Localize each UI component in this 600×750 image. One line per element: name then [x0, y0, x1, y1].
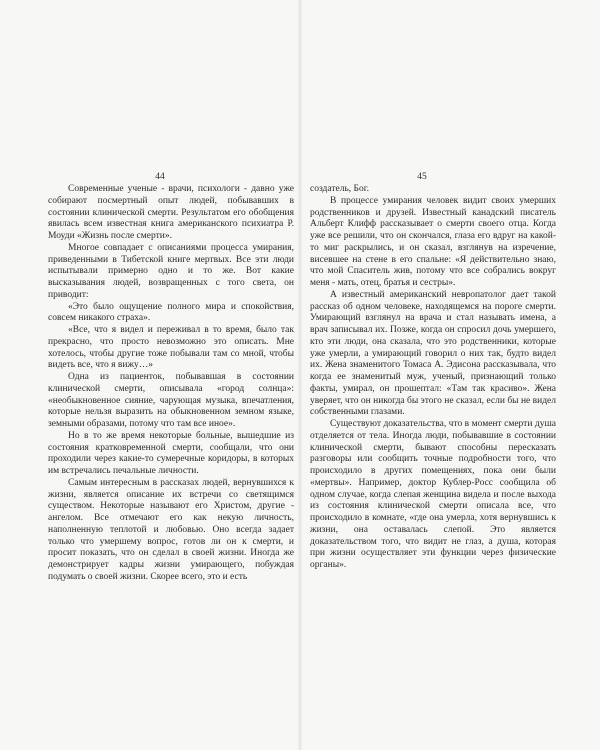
- paragraph: Но в то же время некоторые больные, вышедшие из состояния кратковременной смерти, сообщали, что они проходили через какие-то сумеречные коридоры, в которых им встречались печальные личности.: [48, 430, 294, 476]
- paragraph: В процессе умирания человек видит своих умерших родственников и друзей. Известный канадский писатель Альберт Клифф рассказывает о смерти своего отца. Когда уже все решили, что он скончался, глаза его вдруг на какой-то миг раскрылись, и он сказал, взглянув на изречение, висевшее на стене в его спальне: «Я действительно знаю, что мой Спаситель жив, потому что все собрались вокруг меня - мать, отец, братья и сестры».: [310, 195, 556, 288]
- right-page-body: [310, 184, 556, 572]
- paragraph: Одна из пациенток, побывавшая в состоянии клинической смерти, описывала «город солнца»: «необыкновенное сияние, чарующая музыка, впечатления, которые нельзя выразить на обыкновенном земном языке, земными образами, потому что там все иное».: [48, 372, 294, 429]
- paragraph: Самым интересным в рассказах людей, вернувшихся к жизни, является описание их встречи со светящимся существом. Некоторые называют его Христом, другие - ангелом. Все отмечают его как некую личность, наполненную теплотой и любовью. Оно всегда задает только что умершему вопрос, готов ли он к смерти, и просит показать, что он сделал в своей жизни. Иногда же демонстрирует кадры жизни умирающего, побуждая подумать о своей жизни. Скорее всего, это и есть: [48, 477, 294, 582]
- paragraph: А известный американский невропатолог дает такой рассказ об одном человеке, находящемся на пороге смерти. Умирающий взглянул на врача и стал называть имена, а врач записывал их. Позже, когда он спросил дочь умершего, кто эти люди, она сказала, что это родственники, которые уже умерли, а умирающий говорил о них так, будто видел их. Жена знаменитого Томаса А. Эдисона рассказывала, что когда ее знаменитый муж, ученый, признающий только факты, умирал, он прошептал: «Там так красиво». Жена уверяет, что он никогда бы этого не сказал, если бы не видел собственными глазами.: [310, 289, 556, 418]
- paragraph: Современные ученые - врачи, психологи - давно уже собирают посмертный опыт людей, побывавших в состоянии клинической смерти. Результатом его обобщения явилась всем известная книга американского психиатра Р. Моуди «Жизнь после смерти».: [48, 184, 294, 241]
- left-page-number: 44: [155, 172, 165, 182]
- paragraph: «Все, что я видел и переживал в то время, было так прекрасно, что просто невозможно это описать. Мне хотелось, чтобы другие тоже побывали там со мной, чтобы видеть все, что я вижу…»: [48, 325, 294, 371]
- paragraph: Существуют доказательства, что в момент смерти душа отделяется от тела. Иногда люди, побывавшие в состоянии клинической смерти, бывают способны пересказать разговоры или сообщить точные подробности того, что происходило в других помещениях, пока они были «мертвы». Например, доктор Кублер-Росс сообщила об одном случае, когда слепая женщина видела и после выхода из состояния клинической смерти описала все, что происходило в комнате, «где она умерла, хотя вернувшись к жизни, она оставалась слепой. Это является доказательством того, что видит не глаз, а душа, которая при жизни осуществляет эти функции через физические органы».: [310, 419, 556, 570]
- left-page-body: [48, 184, 294, 584]
- continued-line: создатель, Бог.: [310, 184, 369, 194]
- right-page-number: 45: [417, 172, 427, 182]
- paragraph: Многое совпадает с описаниями процесса умирания, приведенными в Тибетской книге мертвых. Все эти люди испытывали примерно одно и то же. Вот какие высказывания людей, возвращенных с того света, он приводит:: [48, 242, 294, 300]
- book-gutter: [298, 0, 302, 750]
- paragraph: «Это было ощущение полного мира и спокойствия, совсем никакого страха».: [48, 301, 294, 324]
